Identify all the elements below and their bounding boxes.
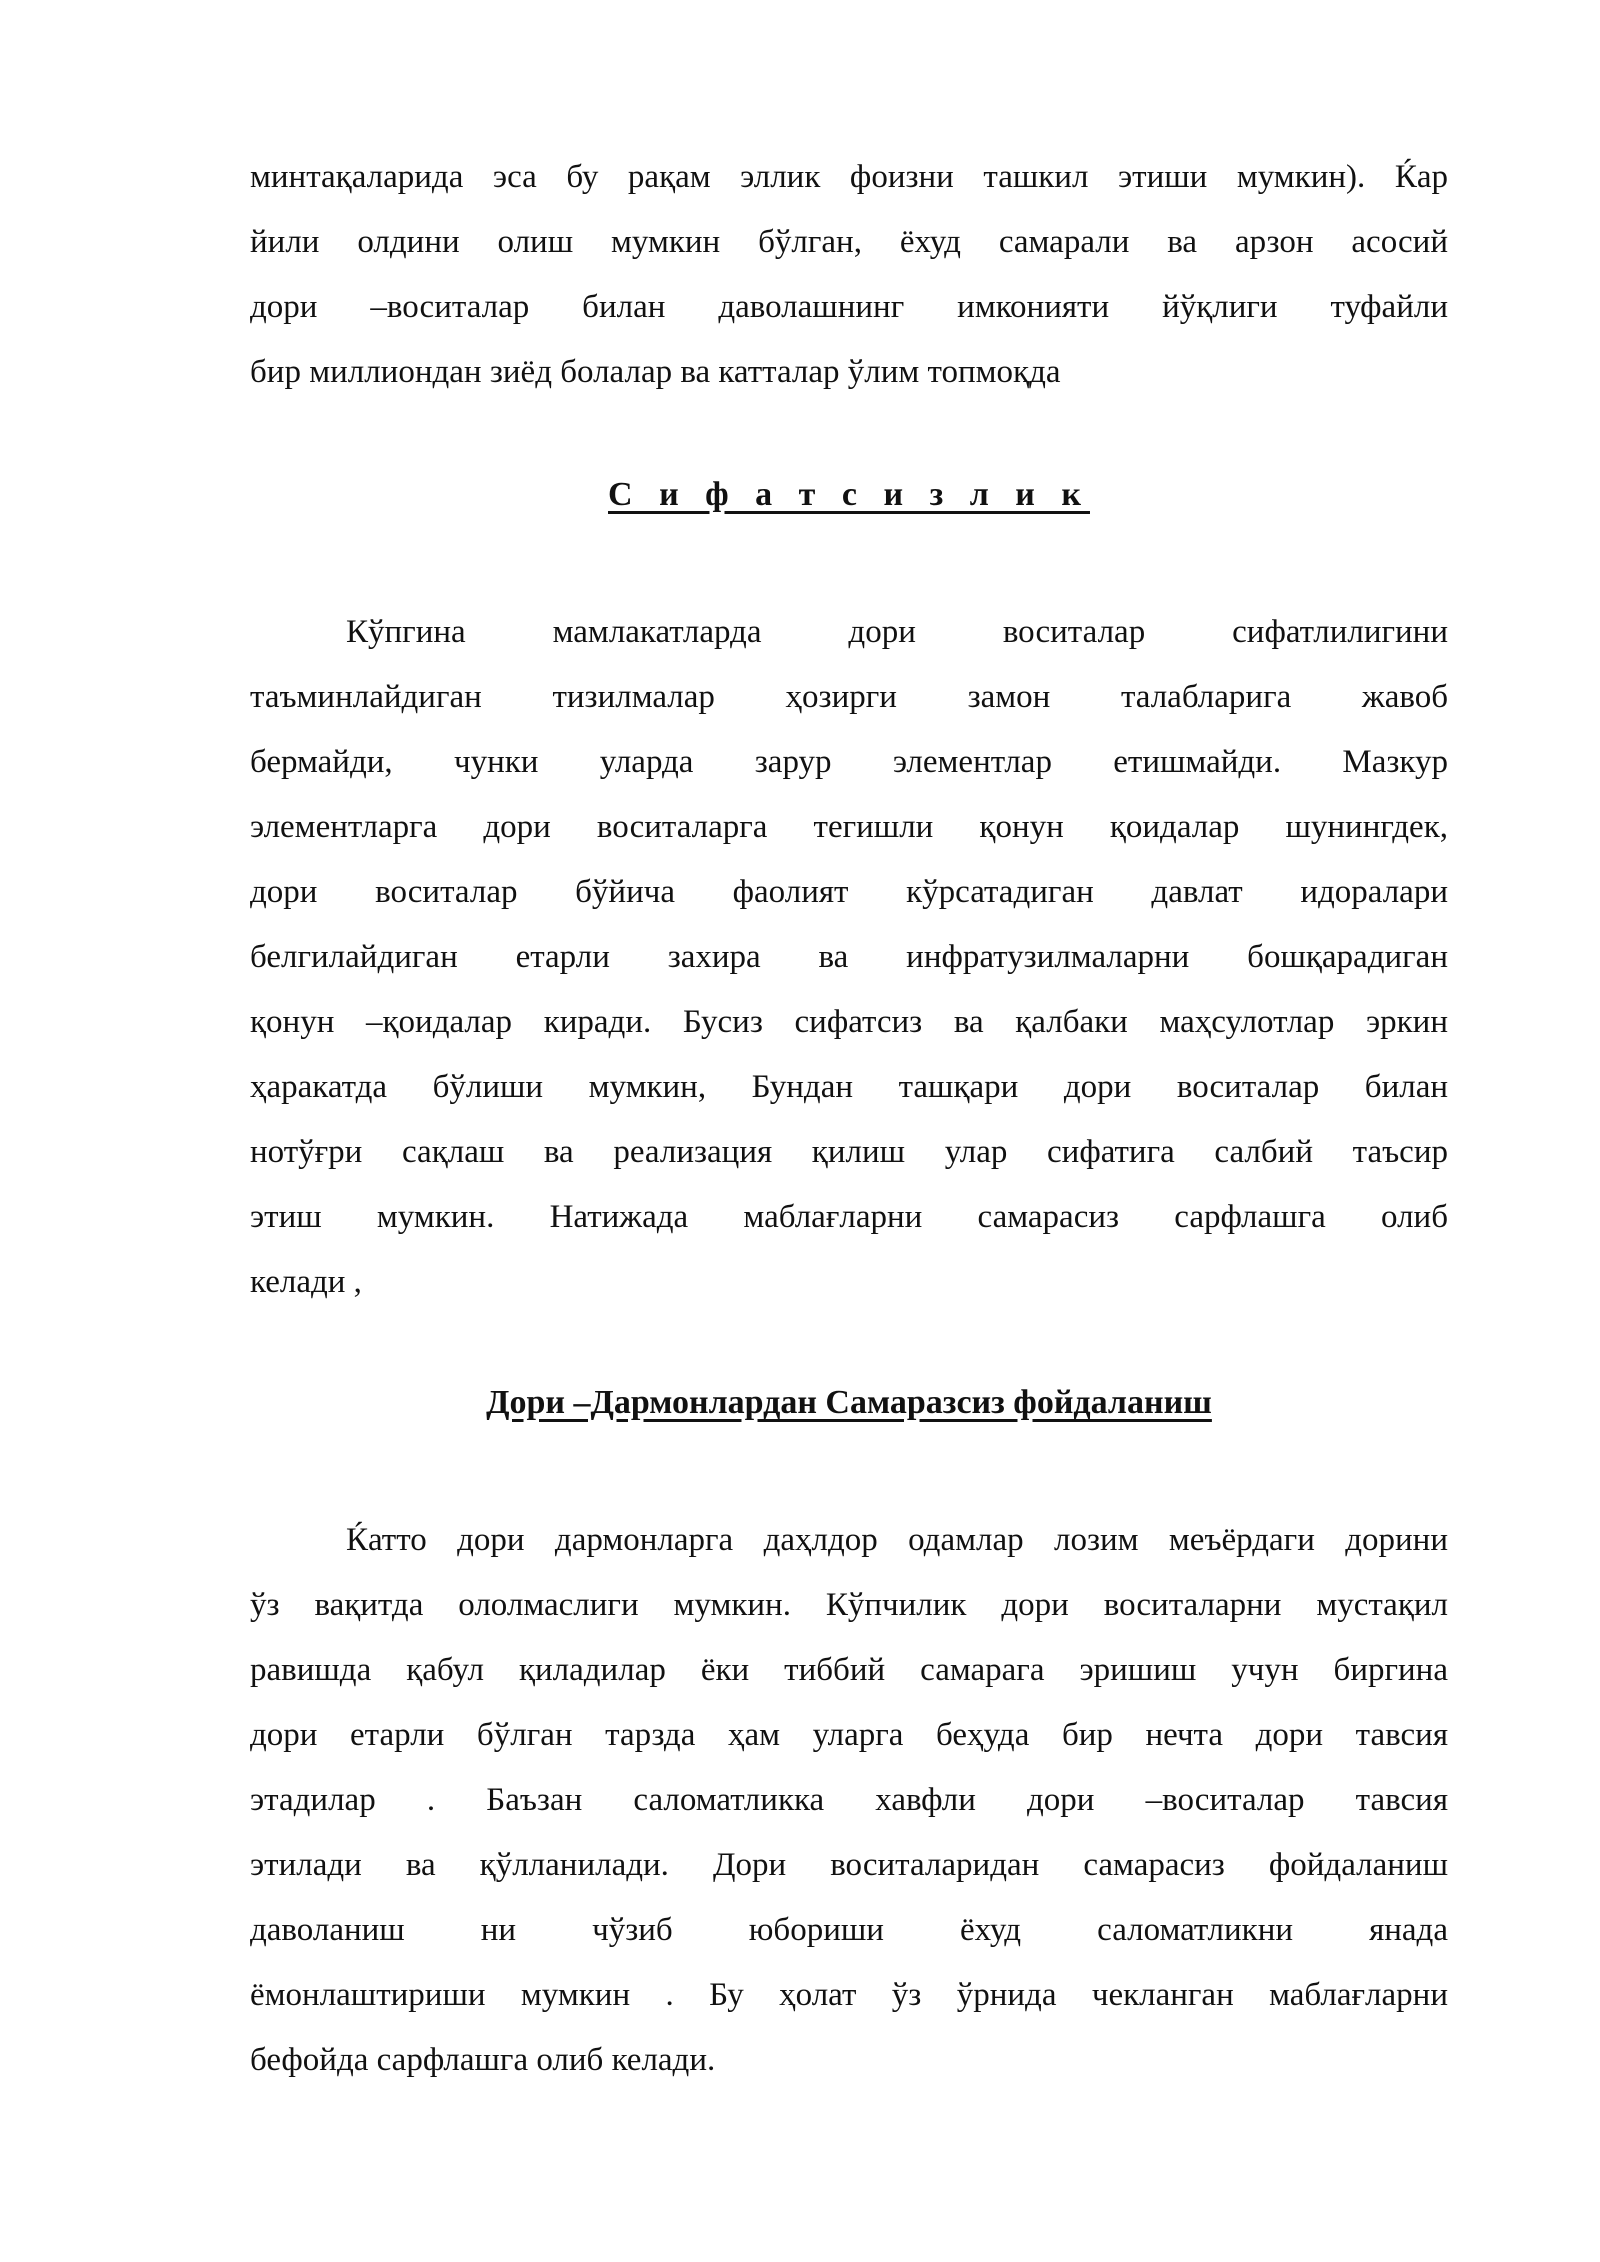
paragraph-line: этиш мумкин. Натижада маблағларни самарасиз сарфлашга олиб [250,1199,1448,1235]
paragraph-intro [250,145,1448,405]
paragraph-line: бермайди, чунки уларда зарур элементлар етишмайди. Мазкур [250,744,1448,780]
paragraph-line: дори етарли бўлган тарзда ҳам уларга беҳуда бир нечта дори тавсия [250,1717,1448,1753]
paragraph-misuse [250,1508,1448,2093]
paragraph-line: нотўғри сақлаш ва реализация қилиш улар сифатига салбий таъсир [250,1134,1448,1170]
paragraph-line: ёмонлаштириши мумкин . Бу ҳолат ўз ўрнида чекланган маблағларни [250,1977,1448,2013]
paragraph-line: минтақаларида эса бу рақам эллик фоизни ташкил этиши мумкин). Ќар [250,159,1448,195]
paragraph-line: Ќатто дори дармонларга даҳлдор одамлар лозим меъёрдаги дорини [346,1522,1448,1558]
paragraph-line: бир миллиондан зиёд болалар ва катталар ўлим топмоқда [250,354,1061,390]
paragraph-quality [250,600,1448,1315]
paragraph-line: даволаниш ни чўзиб юбориши ёхуд саломатликни янада [250,1912,1448,1948]
paragraph-line: элементларга дори воситаларга тегишли қонун қоидалар шунингдек, [250,809,1448,845]
paragraph-line: этилади ва қўлланилади. Дори воситаларидан самарасиз фойдаланиш [250,1847,1448,1883]
heading-quality: С и ф а т с и з л и к [608,476,1090,513]
paragraph-line: бефойда сарфлашга олиб келади. [250,2042,716,2078]
heading-misuse: Дори –Дармонлардан Самаразсиз фойдаланиш [486,1384,1212,1421]
paragraph-line: ҳаракатда бўлиши мумкин, Бундан ташқари дори воситалар билан [250,1069,1448,1105]
paragraph-line: Кўпгина мамлакатларда дори воситалар сифатлилигини [346,614,1448,650]
paragraph-line: таъминлайдиган тизилмалар ҳозирги замон талабларига жавоб [250,679,1448,715]
paragraph-line: белгилайдиган етарли захира ва инфратузилмаларни бошқарадиган [250,939,1448,975]
paragraph-line: дори –воситалар билан даволашнинг имконияти йўқлиги туфайли [250,289,1448,325]
paragraph-line: ўз вақитда ололмаслиги мумкин. Кўпчилик дори воситаларни мустақил [250,1587,1448,1623]
paragraph-line: йили олдини олиш мумкин бўлган, ёхуд самарали ва арзон асосий [250,224,1448,260]
paragraph-line: келади , [250,1264,362,1300]
paragraph-line: дори воситалар бўйича фаолият кўрсатадиган давлат идоралари [250,874,1448,910]
paragraph-line: қонун –қоидалар киради. Бусиз сифатсиз ва қалбаки маҳсулотлар эркин [250,1004,1448,1040]
paragraph-line: равишда қабул қиладилар ёки тиббий самарага эришиш учун биргина [250,1652,1448,1688]
paragraph-line: этадилар . Баъзан саломатликка хавфли дори –воситалар тавсия [250,1782,1448,1818]
